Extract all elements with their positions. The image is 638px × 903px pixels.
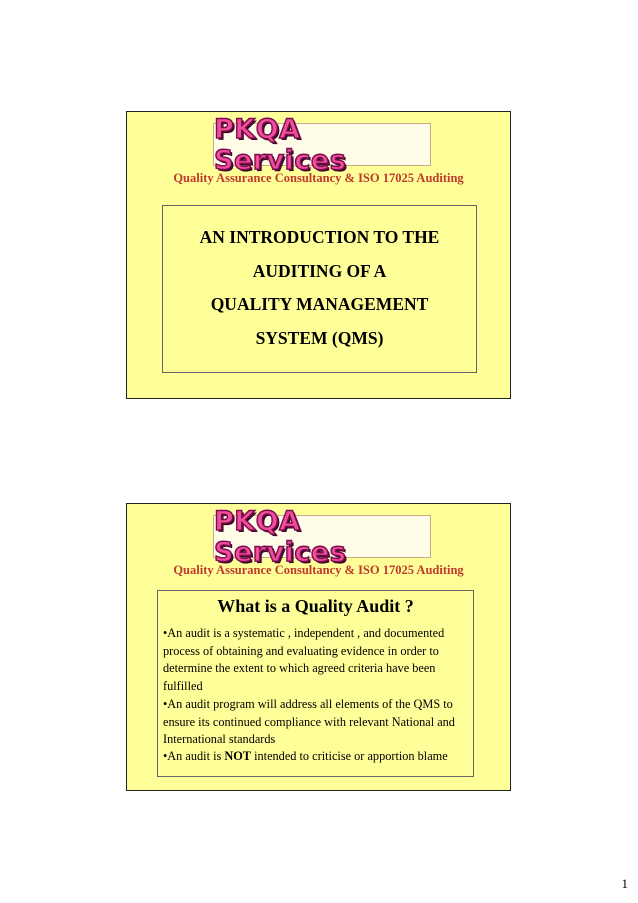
title-line-4: SYSTEM (QMS)	[255, 328, 384, 348]
title-line-2: AUDITING OF A	[252, 261, 387, 281]
bullet-3-emphasis: NOT	[224, 749, 252, 763]
title-line-1: AN INTRODUCTION TO THE	[199, 227, 440, 247]
title-line-3: QUALITY MANAGEMENT	[210, 294, 429, 314]
bullet-3-after: intended to criticise or apportion blame	[251, 749, 448, 763]
bullet-2: •An audit program will address all elements of the QMS to ensure its continued compliance with relevant National and International standards	[163, 697, 455, 747]
page-number: 1	[621, 876, 628, 891]
content-box	[157, 590, 474, 777]
pkqa-logo	[213, 113, 431, 176]
logo-text: PKQA Services	[214, 505, 347, 568]
pkqa-logo	[213, 505, 431, 568]
bullet-3-before: •An audit is	[163, 749, 225, 763]
logo-text: PKQA Services	[214, 113, 347, 176]
bullet-3	[163, 748, 475, 766]
bullet-1: •An audit is a systematic , independent , and documented process of obtaining and evaluating evidence in order to determine the extent to which agreed criteria have been fulfilled	[163, 626, 445, 693]
title-box	[162, 205, 477, 373]
slide-heading: What is a Quality Audit ?	[217, 596, 414, 616]
slide-1	[126, 111, 511, 399]
tagline: Quality Assurance Consultancy & ISO 17025 Auditing	[173, 171, 464, 185]
slide-2	[126, 503, 511, 791]
tagline: Quality Assurance Consultancy & ISO 17025 Auditing	[173, 563, 464, 577]
